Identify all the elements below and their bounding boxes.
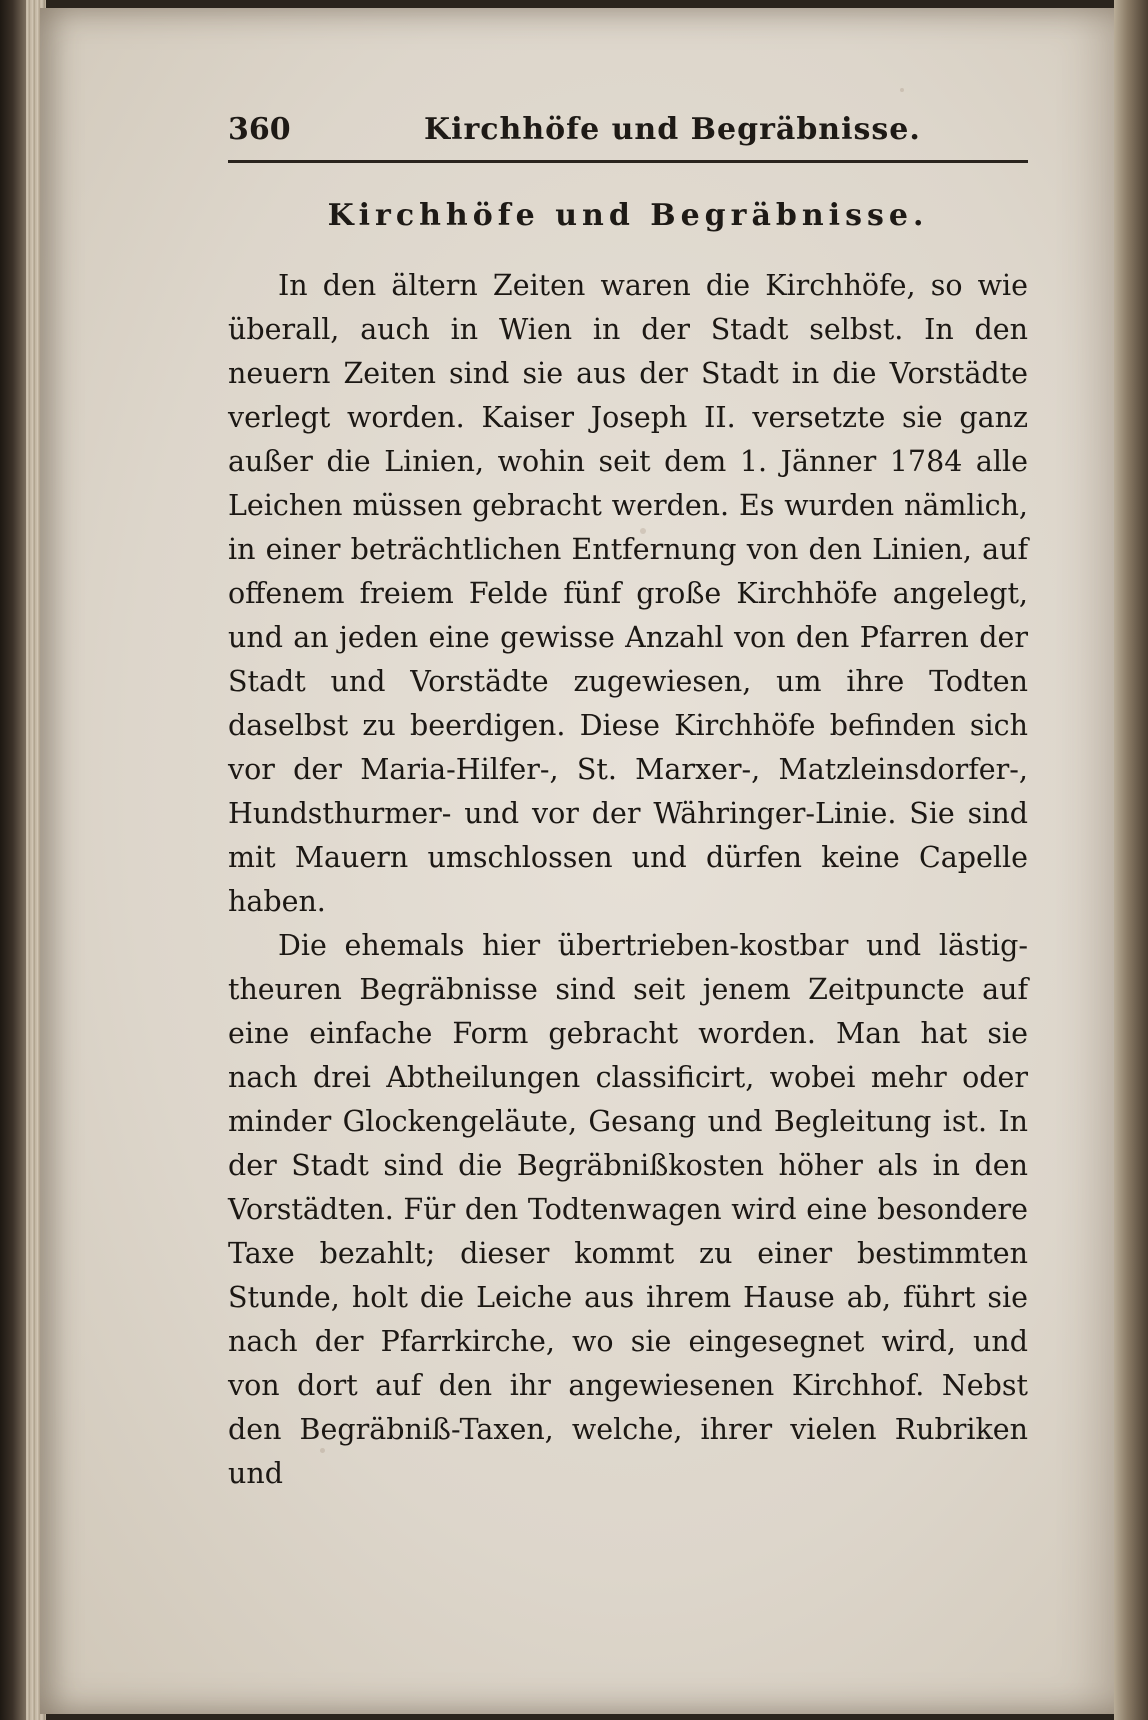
running-title: Kirchhöfe und Begräbnisse.: [424, 112, 921, 147]
section-title: Kirchhöfe und Begräbnisse.: [327, 198, 929, 233]
paragraph: In den ältern Zeiten waren die Kirchhöfe, so wie überall, auch in Wien in der Stadt selbst. In den neuern Zeiten sind sie aus der Stadt in die Vorstädte verlegt worden. Kaiser Joseph II. versetzte sie ganz außer die Linien, wohin seit dem 1. Jänner 1784 alle Leichen müssen gebracht werden. Es wurden nämlich, in einer beträchtlichen Entfernung von den Linien, auf offenem freiem Felde fünf große Kirchhöfe angelegt, und an jeden eine gewisse Anzahl von den Pfarren der Stadt und Vorstädte zugewiesen, um ihre Todten daselbst zu beerdigen. Diese Kirchhöfe befinden sich vor der Maria-Hilfer-, St. Marxer-, Matzleinsdorfer-, Hundsthurmer- und vor der Währinger-Linie. Sie sind mit Mauern umschlossen und dürfen keine Capelle haben.: [228, 269, 1028, 918]
paper-spot: [900, 88, 904, 92]
page-number: 360: [228, 112, 291, 147]
page-edge-right: [1114, 0, 1148, 1720]
running-header: [228, 112, 1028, 152]
header-rule: [228, 160, 1028, 163]
body-text: [228, 264, 1028, 1496]
paragraph: Die ehemals hier übertrieben-kostbar und lästig-theuren Begräbnisse sind seit jenem Zeitpuncte auf eine einfache Form gebracht worden. Man hat sie nach drei Abtheilungen classificirt, wobei mehr oder minder Glockengeläute, Gesang und Begleitung ist. In der Stadt sind die Begräbnißkosten höher als in den Vorstädten. Für den Todtenwagen wird eine besondere Taxe bezahlt; dieser kommt zu einer bestimmten Stunde, holt die Leiche aus ihrem Hause ab, führt sie nach der Pfarrkirche, wo sie eingesegnet wird, und von dort auf den ihr angewiesenen Kirchhof. Nebst den Begräbniß-Taxen, welche, ihrer vielen Rubriken und: [228, 929, 1028, 1490]
